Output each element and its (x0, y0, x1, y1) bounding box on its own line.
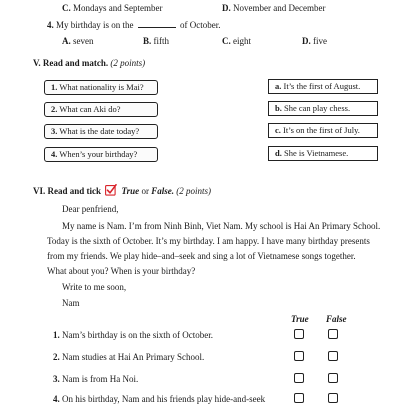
statement-number: 2. (53, 352, 60, 362)
match-right-d[interactable] (268, 146, 378, 161)
statement-2-true-checkbox[interactable] (294, 351, 304, 361)
or-word: or (141, 186, 149, 196)
match-left-1[interactable] (44, 80, 158, 95)
statement-1-true-checkbox[interactable] (294, 329, 304, 339)
match-right-c[interactable] (268, 123, 378, 138)
statement-1 (53, 330, 213, 341)
option-text: fifth (153, 36, 170, 46)
item-text: What can Aki do? (59, 104, 121, 114)
option-text: Mondays and September (73, 3, 163, 13)
match-left-2[interactable] (44, 102, 158, 117)
question-4 (47, 19, 221, 31)
q3-option-d (222, 3, 325, 14)
match-right-b[interactable] (268, 101, 378, 116)
letter-line: Today is the sixth of October. It’s my birthday. I am happy. I have many birthday presents (47, 236, 370, 246)
tick-checkbox-icon (105, 184, 117, 196)
statement-3-true-checkbox[interactable] (294, 373, 304, 383)
option-letter: C. (222, 36, 231, 46)
section-5-title (33, 58, 145, 68)
match-right-a[interactable] (268, 79, 378, 94)
statement-text: Nam’s birthday is on the sixth of October. (62, 330, 213, 340)
letter-line: from my friends. We play hide–and–seek and sing a lot of Vietnamese songs together. (47, 251, 356, 261)
item-text: When’s your birthday? (59, 149, 138, 159)
option-letter: D. (302, 36, 311, 46)
question-text-start: My birthday is on the (56, 20, 134, 30)
option-letter: B. (143, 36, 152, 46)
item-number: 1. (51, 82, 58, 92)
statement-1-false-checkbox[interactable] (328, 329, 338, 339)
statement-3-false-checkbox[interactable] (328, 373, 338, 383)
item-text: What is the date today? (59, 126, 140, 136)
q4-option-d (302, 36, 327, 47)
item-letter: a. (275, 81, 282, 91)
letter-line: My name is Nam. I’m from Ninh Binh, Viet Nam. My school is Hai An Primary School. (62, 221, 381, 231)
item-text: She can play chess. (283, 103, 351, 113)
match-left-4[interactable] (44, 147, 158, 162)
item-text: It’s the first of August. (283, 81, 361, 91)
item-letter: b. (275, 103, 282, 113)
statement-3 (53, 374, 138, 385)
answer-blank[interactable] (138, 19, 176, 28)
q3-option-c (62, 3, 162, 14)
item-text: What nationality is Mai? (59, 82, 144, 92)
item-number: 4. (51, 149, 58, 159)
statement-2 (53, 352, 204, 363)
statement-4-true-checkbox[interactable] (294, 393, 304, 403)
option-text: seven (73, 36, 94, 46)
q4-option-c (222, 36, 251, 47)
statement-4-false-checkbox[interactable] (328, 393, 338, 403)
match-left-3[interactable] (44, 124, 158, 139)
column-header-true: True (291, 314, 309, 324)
item-number: 3. (51, 126, 58, 136)
statement-number: 4. (53, 394, 60, 404)
statement-text: On his birthday, Nam and his friends play hide-and-seek (62, 394, 266, 404)
false-word: False. (151, 186, 174, 196)
letter-signature: Nam (62, 298, 80, 308)
item-text: She is Vietnamese. (283, 148, 349, 158)
statement-text: Nam studies at Hai An Primary School. (62, 352, 205, 362)
item-text: It’s on the first of July. (283, 125, 360, 135)
statement-text: Nam is from Ha Noi. (62, 374, 139, 384)
true-word: True (121, 186, 140, 196)
column-header-false: False (326, 314, 347, 324)
letter-line: What about you? When is your birthday? (47, 266, 196, 276)
item-number: 2. (51, 104, 58, 114)
q4-option-b (143, 36, 169, 47)
option-letter: C. (62, 3, 71, 13)
question-number: 4. (47, 20, 54, 30)
option-text: eight (233, 36, 251, 46)
section-title-text: VI. Read and tick (33, 186, 102, 196)
q4-option-a (62, 36, 94, 47)
section-6-title (33, 184, 211, 196)
letter-closing: Write to me soon, (62, 282, 127, 292)
option-letter: A. (62, 36, 71, 46)
statement-number: 3. (53, 374, 60, 384)
item-letter: c. (275, 125, 281, 135)
option-text: five (313, 36, 327, 46)
section-title-text: V. Read and match. (33, 58, 109, 68)
statement-number: 1. (53, 330, 60, 340)
item-letter: d. (275, 148, 282, 158)
section-points: (2 points) (110, 58, 146, 68)
section-points: (2 points) (176, 186, 211, 196)
option-letter: D. (222, 3, 231, 13)
statement-2-false-checkbox[interactable] (328, 351, 338, 361)
letter-greeting: Dear penfriend, (62, 204, 119, 214)
option-text: November and December (233, 3, 326, 13)
question-text-end: of October. (180, 20, 221, 30)
